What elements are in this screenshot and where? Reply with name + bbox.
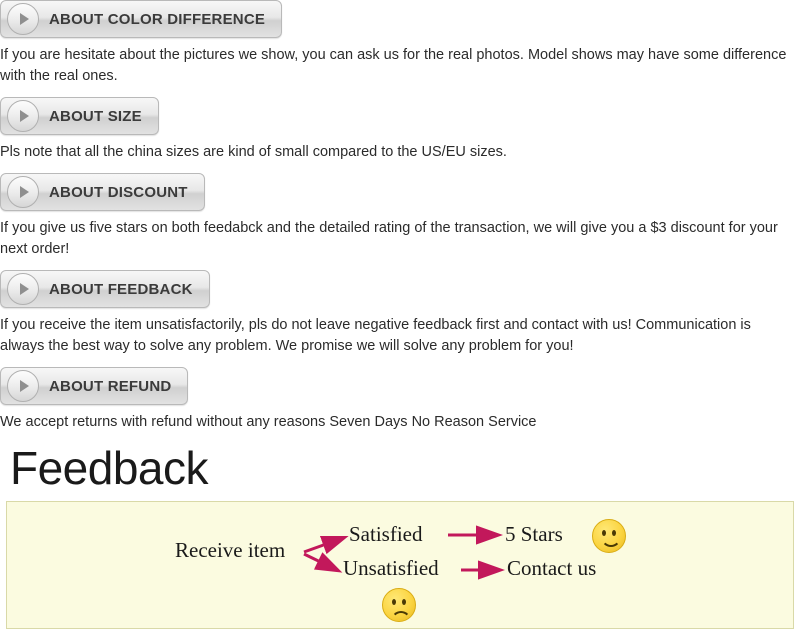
badge-about-feedback: [0, 270, 210, 308]
play-triangle-icon: [7, 176, 39, 208]
badge-label: ABOUT SIZE: [49, 107, 142, 125]
flow-node-satisfied: Satisfied: [349, 522, 423, 546]
paragraph-refund: We accept returns with refund without any reasons Seven Days No Reason Service: [0, 414, 537, 430]
badge-about-refund: [0, 367, 188, 405]
smiley-sad-icon: [382, 588, 416, 622]
paragraph-feedback: If you receive the item unsatisfactorily, pls do not leave negative feedback first and contact with us! Communication is always the best way to solve any problem. We promise we will solve any problem for you!: [0, 317, 751, 354]
paragraph-discount: If you give us five stars on both feedabck and the detailed rating of the transaction, we will give you a $3 discount for your next order!: [0, 220, 778, 257]
feedback-flow-diagram: [6, 501, 794, 629]
badge-about-discount: [0, 173, 205, 211]
section-header-size: [0, 97, 800, 135]
smiley-happy-icon: [592, 519, 626, 553]
flow-node-receive-item: Receive item: [175, 538, 286, 562]
play-triangle-icon: [7, 370, 39, 402]
badge-about-color-difference: [0, 0, 282, 38]
badge-label: ABOUT REFUND: [49, 377, 172, 395]
section-header-color-difference: [0, 0, 800, 38]
paragraph-color-difference: If you are hesitate about the pictures we show, you can ask us for the real photos. Model shows may have some difference with the real ones.: [0, 47, 787, 84]
play-triangle-icon: [7, 100, 39, 132]
play-triangle-icon: [7, 273, 39, 305]
section-header-discount: [0, 173, 800, 211]
feedback-heading: Feedback: [10, 442, 209, 494]
section-header-feedback: [0, 270, 800, 308]
badge-label: ABOUT DISCOUNT: [49, 183, 188, 201]
section-header-refund: [0, 367, 800, 405]
play-triangle-icon: [7, 3, 39, 35]
paragraph-size: Pls note that all the china sizes are kind of small compared to the US/EU sizes.: [0, 144, 507, 160]
badge-about-size: [0, 97, 159, 135]
flow-node-contact-us: Contact us: [507, 556, 597, 580]
flow-node-five-stars: 5 Stars: [505, 522, 563, 546]
flow-node-unsatisfied: Unsatisfied: [343, 556, 439, 580]
badge-label: ABOUT FEEDBACK: [49, 280, 193, 298]
badge-label: ABOUT COLOR DIFFERENCE: [49, 10, 266, 28]
